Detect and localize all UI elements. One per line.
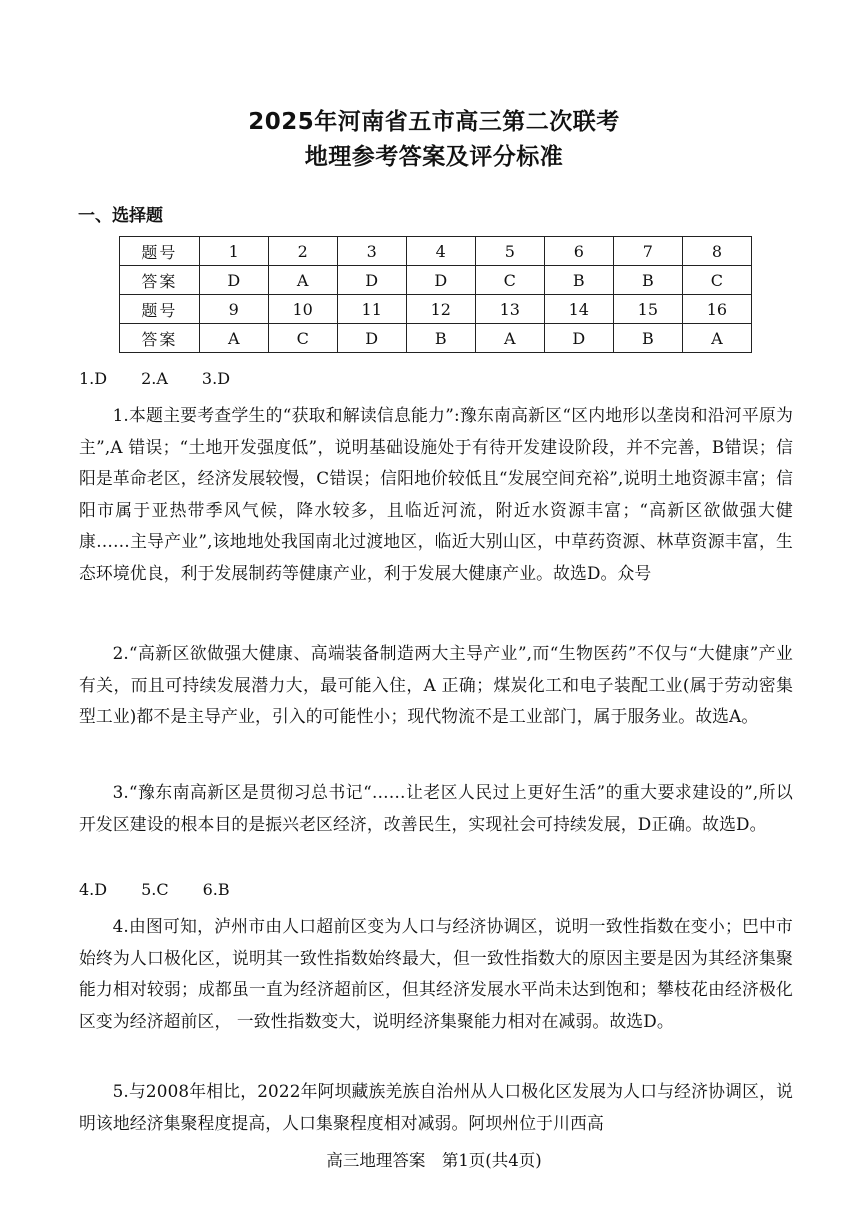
table-cell: C (268, 324, 337, 353)
document-subtitle: 地理参考答案及评分标准 (304, 144, 564, 170)
table-row (120, 237, 752, 266)
table-row-header: 答案 (120, 324, 200, 353)
table-cell: D (406, 266, 475, 295)
answer-item: 3.D (201, 369, 231, 388)
answer-item: 2.A (141, 369, 168, 388)
section-heading-choice: 一、选择题 (78, 206, 163, 226)
table-cell: A (199, 324, 268, 353)
table-cell: 9 (199, 295, 268, 324)
answer-item: 6.B (202, 880, 230, 899)
answer-table (119, 236, 752, 353)
table-cell: 1 (199, 237, 268, 266)
table-cell: C (475, 266, 544, 295)
table-cell: D (544, 324, 613, 353)
answer-item: 4.D (79, 880, 108, 899)
answer-item: 1.D (79, 369, 108, 388)
table-cell: 13 (475, 295, 544, 324)
table-cell: D (337, 266, 406, 295)
page-footer: 高三地理答案 第1页(共4页) (326, 1151, 542, 1170)
table-row-header: 题号 (120, 295, 200, 324)
table-cell: B (613, 266, 682, 295)
table-cell: D (199, 266, 268, 295)
explanation-2: 2.“高新区欲做强大健康、高端装备制造两大主导产业”,而“生物医药”不仅与“大健康”产业有关，而且可持续发展潜力大，最可能入住，A 正确；煤炭化工和电子装配工业(属于劳动密集型工业)都不是主导产业，引入的可能性小；现代物流不是工业部门，属于服务业。故选A。 (79, 643, 793, 726)
table-cell: B (613, 324, 682, 353)
table-cell: 2 (268, 237, 337, 266)
table-row (120, 266, 752, 295)
table-cell: A (475, 324, 544, 353)
table-row (120, 295, 752, 324)
explanation-1: 1.本题主要考查学生的“获取和解读信息能力”:豫东南高新区“区内地形以垄岗和沿河平原为主”,A 错误；“土地开发强度低”，说明基础设施处于有待开发建设阶段，并不完善，B错误；信阳是革命老区，经济发展较慢，C错误；信阳地价较低且“发展空间充裕”,说明土地资源丰富；信阳市属于亚热带季风气候，降水较多，且临近河流，附近水资源丰富；“高新区欲做强大健康……主导产业”,该地地处我国南北过渡地区，临近大别山区，中草药资源、林草资源丰富，生态环境优良，利于发展制药等健康产业，利于发展大健康产业。故选D。众号 (79, 405, 793, 583)
table-row-header: 答案 (120, 266, 200, 295)
table-cell: B (544, 266, 613, 295)
table-cell: 15 (613, 295, 682, 324)
table-row-header: 题号 (120, 237, 200, 266)
table-cell: 5 (475, 237, 544, 266)
answer-group-1 (79, 369, 264, 388)
table-cell: 16 (682, 295, 751, 324)
table-cell: A (682, 324, 751, 353)
table-cell: 11 (337, 295, 406, 324)
table-cell: A (268, 266, 337, 295)
table-cell: 14 (544, 295, 613, 324)
table-row (120, 324, 752, 353)
table-cell: 8 (682, 237, 751, 266)
answer-item: 5.C (141, 880, 169, 899)
explanation-4: 4.由图可知，泸州市由人口超前区变为人口与经济协调区，说明一致性指数在变小；巴中市始终为人口极化区，说明其一致性指数始终最大，但一致性指数大的原因主要是因为其经济集聚能力相对较弱；成都虽一直为经济超前区，但其经济发展水平尚未达到饱和；攀枝花由经济极化区变为经济超前区， 一致性指数变大，说明经济集聚能力相对在减弱。故选D。 (79, 916, 793, 1031)
table-cell: 3 (337, 237, 406, 266)
document-title: 2025年河南省五市高三第二次联考 (248, 109, 620, 135)
explanation-3: 3.“豫东南高新区是贯彻习总书记“……让老区人民过上更好生活”的重大要求建设的”,所以开发区建设的根本目的是振兴老区经济，改善民生，实现社会可持续发展，D正确。故选D。 (79, 782, 793, 834)
table-cell: B (406, 324, 475, 353)
table-cell: C (682, 266, 751, 295)
answer-group-2 (79, 880, 264, 899)
table-cell: 12 (406, 295, 475, 324)
table-cell: 6 (544, 237, 613, 266)
explanation-5: 5.与2008年相比，2022年阿坝藏族羌族自治州从人口极化区发展为人口与经济协调区，说明该地经济集聚程度提高，人口集聚程度相对减弱。阿坝州位于川西高 (79, 1081, 793, 1133)
table-cell: 7 (613, 237, 682, 266)
table-cell: 4 (406, 237, 475, 266)
table-cell: D (337, 324, 406, 353)
table-cell: 10 (268, 295, 337, 324)
